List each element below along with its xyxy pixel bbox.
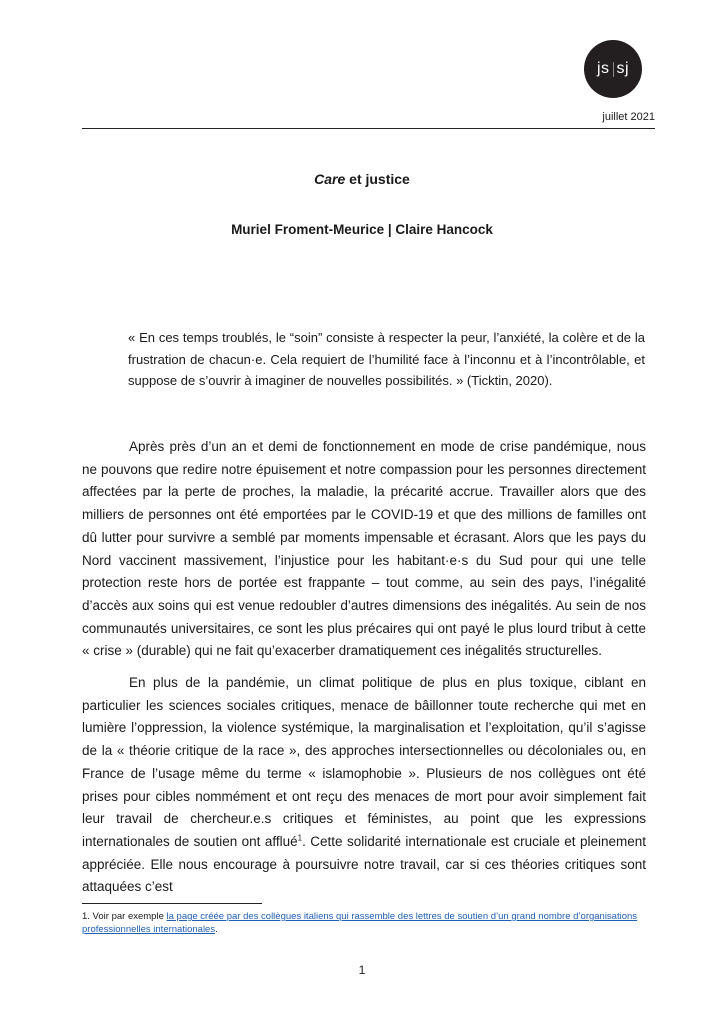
title-italic: Care bbox=[314, 171, 346, 187]
article-title bbox=[0, 171, 724, 187]
journal-logo bbox=[584, 40, 642, 98]
epigraph-quote: « En ces temps troublés, le “soin” consiste à respecter la peur, l’anxiété, la colère et de la frustration de chacun·e. Cela requiert de l’humilité face à l’inconnu et à l’incontrôlable, et suppose de s’ouvrir à imaginer de nouvelles possibilités. » (Ticktin, 2020). bbox=[128, 330, 645, 388]
article-authors: Muriel Froment-Meurice | Claire Hancock bbox=[231, 222, 493, 237]
logo-text-right: sj bbox=[616, 60, 630, 77]
paragraph-text: En plus de la pandémie, un climat politique de plus en plus toxique, ciblant en particulier les sciences sociales critiques, menace de bâillonner toute recherche qui met en lumière l’oppression, la violence systémique, la marginalisation et l’exploitation, qu’il s’agisse de la « théorie critique de la race », des approches intersectionnelles ou décoloniales ou, en France de l’usage même du terme « islamophobie ». Plusieurs de nos collègues ont été prises pour cibles nommément et ont reçu des menaces de mort pour avoir simplement fait leur travail de chercheur.e.s critiques et féministes, au point que les expressions internationales de soutien ont afflué bbox=[82, 675, 646, 849]
header-divider bbox=[82, 128, 655, 129]
paragraph bbox=[82, 672, 646, 899]
footnote bbox=[82, 910, 646, 936]
logo-text-left: js bbox=[596, 60, 610, 77]
issue-date: juillet 2021 bbox=[602, 111, 655, 123]
paragraph: Après près d’un an et demi de fonctionnement en mode de crise pandémique, nous ne pouvons que redire notre épuisement et notre compassion pour les personnes directement affectées par la perte de proches, la maladie, la précarité accrue. Travailler alors que des milliers de personnes ont été emportées par le COVID-19 et que des millions de familles ont dû lutter pour survivre a semblé par moments impensable et écrasant. Alors que les pays du Nord vaccinent massivement, l’injustice pour les habitant·e·s du Sud pour qui une telle protection reste hors de portée est frappante – tout comme, au sein des pays, l’inégalité d’accès aux soins qui est venue redoubler d’autres dimensions des inégalités. Au sein de nos communautés universitaires, ce sont les plus précaires qui ont payé le plus lourd tribut à cette « crise » (durable) qui ne fait qu’exacerber dramatiquement ces inégalités structurelles. bbox=[82, 439, 646, 659]
footnote-prefix: 1. Voir par exemple bbox=[82, 911, 167, 922]
page-number: 1 bbox=[358, 963, 366, 977]
footnote-link[interactable]: la page créée par des collègues italiens qui rassemble des lettres de soutien d’un grand nombre d’organisations professionnelles internationales bbox=[82, 911, 638, 935]
title-rest: et justice bbox=[345, 171, 410, 187]
footnote-suffix: . bbox=[215, 924, 218, 935]
footnote-divider bbox=[82, 903, 262, 904]
article-body bbox=[82, 436, 646, 908]
logo-separator bbox=[613, 62, 614, 77]
paragraph-text: . Cette solidarité internationale est cruciale et pleinement appréciée. Elle nous encourage à poursuivre notre travail, car si ces théories critiques sont attaquées c’est bbox=[82, 833, 646, 895]
footnote-reference[interactable]: 1 bbox=[297, 833, 303, 843]
